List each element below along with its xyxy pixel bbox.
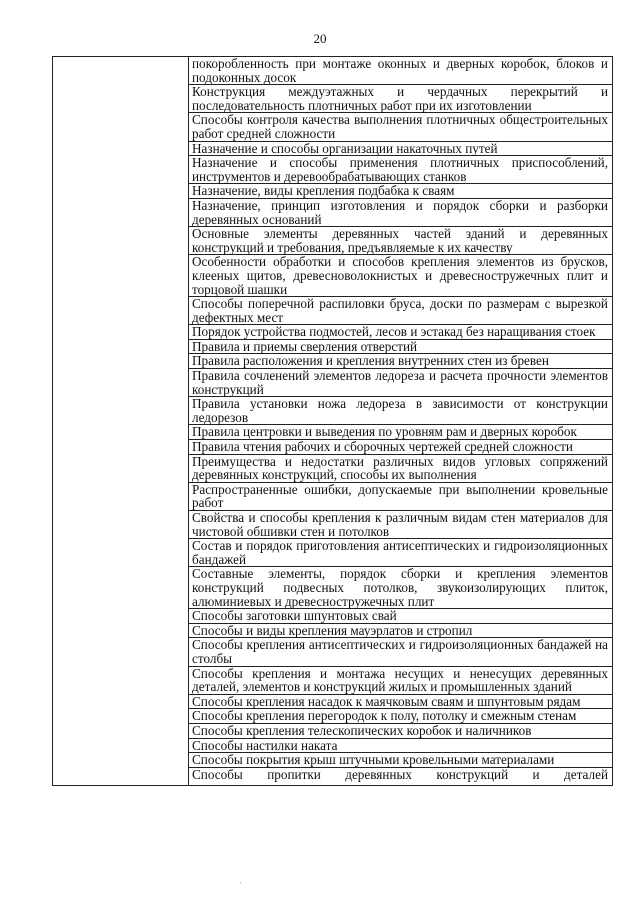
table-cell: Назначение, виды крепления подбабка к сваям [189,184,613,199]
table-cell: Преимущества и недостатки различных видов угловых сопряжений деревянных конструкций, способы их выполнения [189,454,613,482]
table-cell: Способы заготовки шпунтовых свай [189,609,613,624]
table-cell: Конструкция междуэтажных и чердачных перекрытий и последовательность плотничных работ при их изготовлении [189,85,613,113]
table-cell: Способы настилки наката [189,738,613,753]
page-number: 20 [313,31,327,46]
table-cell: Правила и приемы сверления отверстий [189,339,613,354]
table-cell: Назначение, принцип изготовления и порядок сборки и разборки деревянных оснований [189,198,613,226]
table-cell: покоробленность при монтаже оконных и дверных коробок, блоков и подоконных досок [189,57,613,85]
table-cell: Особенности обработки и способов крепления элементов из брусков, клееных щитов, древесноволокнистых и древесностружечных плит и торцовой шашки [189,255,613,297]
table-cell: Способы крепления антисептических и гидроизоляционных бандажей на столбы [189,638,613,666]
table-cell: Составные элементы, порядок сборки и крепления элементов конструкций подвесных потолков, звукоизолирующих плиток, алюминиевых и древесностружечных плит [189,567,613,609]
table-cell: Порядок устройства подмостей, лесов и эстакад без наращивания стоек [189,325,613,340]
table-cell: Способы крепления насадок к маячковым сваям и шпунтовым рядам [189,694,613,709]
scan-artifact-mark: · [239,878,242,888]
table-cell: Способы и виды крепления мауэрлатов и стропил [189,623,613,638]
table-cell: Правила чтения рабочих и сборочных чертежей средней сложности [189,440,613,455]
table-cell: Назначение и способы применения плотничных приспособлений, инструментов и деревообрабатывающих станков [189,156,613,184]
table-cell: Способы крепления телескопических коробок и наличников [189,723,613,738]
table-cell: Состав и порядок приготовления антисептических и гидроизоляционных бандажей [189,539,613,567]
knowledge-table [52,56,613,786]
table-cell: Правила центровки и выведения по уровням рам и дверных коробок [189,425,613,440]
table-cell-text: Способы пропитки деревянных конструкций и деталей [192,767,608,782]
table-cell: Правила расположения и крепления внутренних стен из бревен [189,354,613,369]
empty-left-cell [53,57,189,786]
table-cell: Основные элементы деревянных частей зданий и деревянных конструкций и требования, предъявляемые к их качеству [189,227,613,255]
table-cell: Способы поперечной распиловки бруса, доски по размерам с вырезкой дефектных мест [189,297,613,325]
table-cell: Распространенные ошибки, допускаемые при выполнении кровельные работ [189,482,613,510]
table-row [53,57,613,85]
table-cell: Правила сочленений элементов ледореза и расчета прочности элементов конструкций [189,369,613,397]
table-cell: Способы контроля качества выполнения плотничных общестроительных работ средней сложности [189,113,613,141]
table-cell: Способы крепления и монтажа несущих и ненесущих деревянных деталей, элементов и конструкций жилых и промышленных зданий [189,666,613,694]
table-cell: Правила установки ножа ледореза в зависимости от конструкции ледорезов [189,397,613,425]
table-cell: Свойства и способы крепления к различным видам стен материалов для чистовой обшивки стен и потолков [189,511,613,539]
table-cell [189,767,613,785]
table-cell: Способы покрытия крыш штучными кровельными материалами [189,753,613,768]
table-cell: Способы крепления перегородок к полу, потолку и смежным стенам [189,709,613,724]
table-cell: Назначение и способы организации накаточных путей [189,141,613,156]
